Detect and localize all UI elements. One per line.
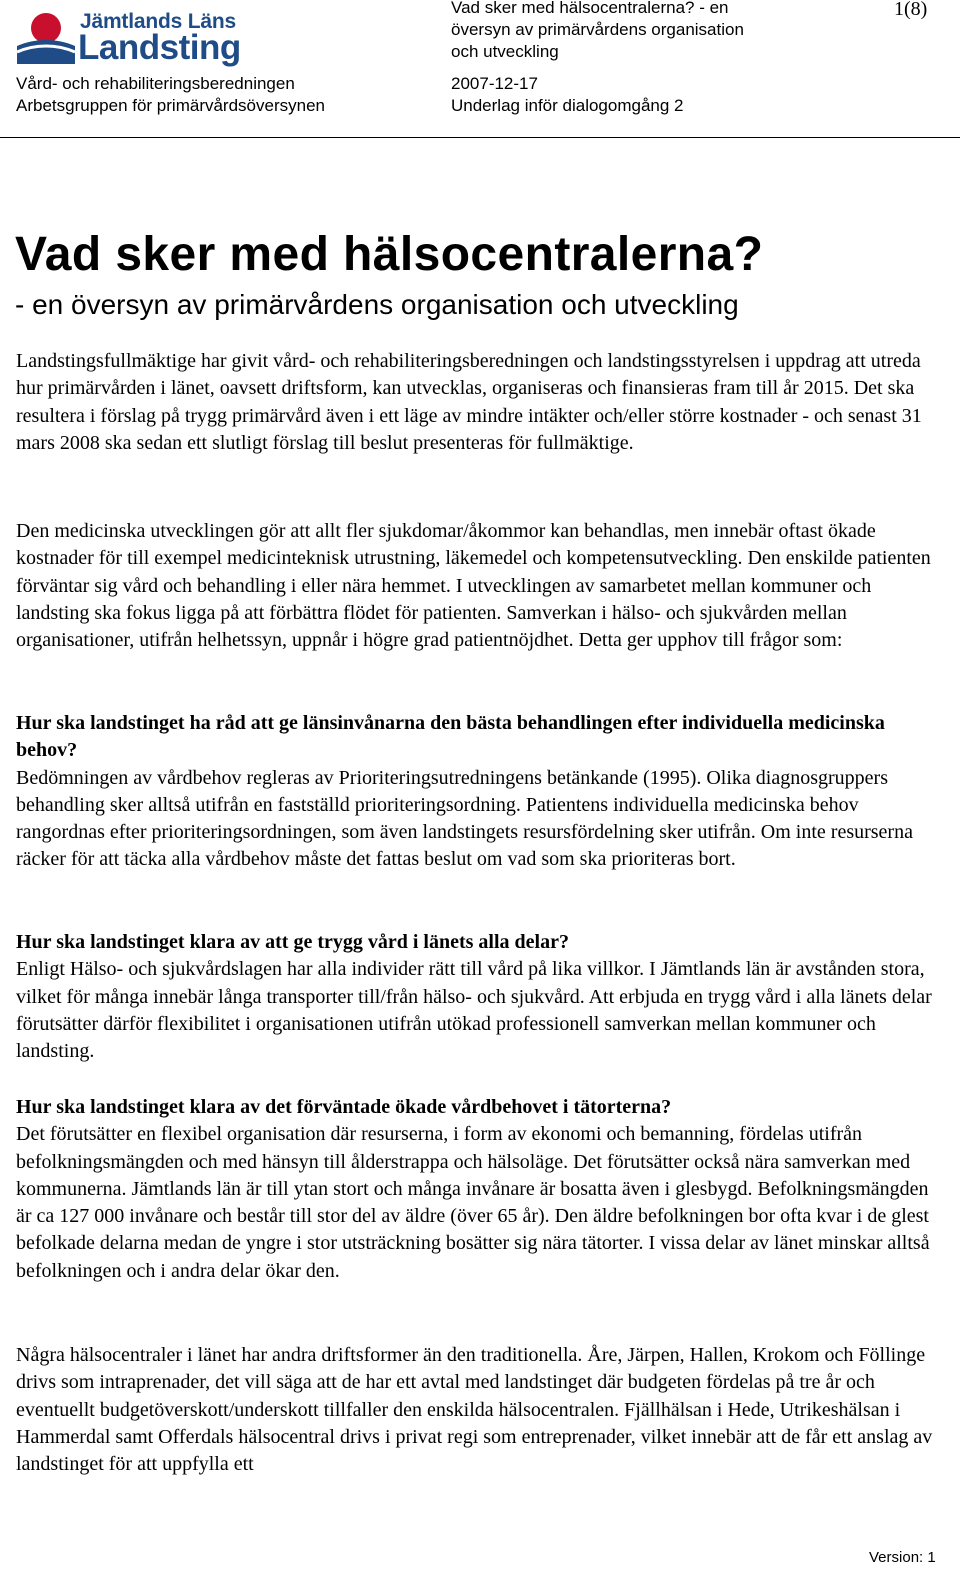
header-committee: Vård- och rehabiliteringsberedningen bbox=[16, 74, 295, 93]
header-document-title bbox=[451, 0, 781, 63]
question-heading: Hur ska landstinget klara av det förväntade ökade vårdbehovet i tätorterna? bbox=[16, 1096, 672, 1118]
document-version: Version: 1 bbox=[869, 1549, 936, 1566]
logo-red-circle bbox=[31, 13, 61, 43]
header-document-title-line: och utveckling bbox=[451, 42, 559, 61]
question-answer: Bedömningen av vårdbehov regleras av Prioriteringsutredningens betänkande (1995). Olika diagnosgruppers behandling sker alltså utifrån en fastställd prioriteringsordning. Patientens individuella medicinska behov rangordnas efter prioriteringsordningen, som även landstingets resursfördelning sker utifrån. Om inte resurserna räcker för att täcka alla vårdbehov måste det fattas beslut om vad som ska prioriteras bort. bbox=[16, 766, 913, 871]
question-block-1 bbox=[16, 710, 946, 874]
background-paragraph bbox=[16, 518, 946, 654]
page-subtitle: - en översyn av primärvårdens organisation och utveckling bbox=[15, 289, 739, 320]
logo-emblem-icon bbox=[15, 6, 77, 66]
page-number: 1(8) bbox=[894, 0, 928, 20]
paragraph-text: Den medicinska utvecklingen gör att allt fler sjukdomar/åkommor kan behandlas, men innebär oftast ökade kostnader för till exempel medicinteknisk utrustning, läkemedel och kompetensutveckling. Den enskilde patienten förväntar sig vård och behandling i eller nära hemmet. I utvecklingen av samarbetet mellan kommuner och landsting ska fokus ligga på att förbättra flödet för patienten. Samverkan i hälso- och sjukvården mellan organisationer, utifrån helhetssyn, uppnår i högre grad patientnöjdhet. Detta ger upphov till frågor som: bbox=[16, 520, 931, 652]
question-answer: Enligt Hälso- och sjukvårdslagen har alla individer rätt till vård på lika villkor. I Jämtlands län är avstånden stora, vilket för många innebär långa transporter till/från hälso- och sjukvård. Att erbjuda en trygg vård i alla länets delar förutsätter därför flexibilitet i organisationen utifrån utökad professionell samverkan mellan kommuner och landsting. bbox=[16, 958, 932, 1063]
question-block-3 bbox=[16, 1094, 946, 1285]
question-block-2 bbox=[16, 929, 946, 1065]
header-document-title-line: Vad sker med hälsocentralerna? - en bbox=[451, 0, 729, 17]
operations-paragraph bbox=[16, 1342, 946, 1478]
question-heading: Hur ska landstinget ha råd att ge länsinvånarna den bästa behandlingen efter individuella medicinska behov? bbox=[16, 712, 885, 762]
logo-text-line2: Landsting bbox=[78, 28, 241, 67]
question-answer: Det förutsätter en flexibel organisation där resurserna, i form av ekonomi och bemanning, fördelas utifrån befolkningsmängden och med hänsyn till ålderstrappa och hälsoläge. Det förutsätter också nära samverkan med kommunerna. Jämtlands län är till ytan stort och många invånare är bosatta även i glesbygd. Befolkningsmängden är ca 127 000 invånare och består till stor del av äldre (över 65 år). Den äldre befolkningen bor ofta kvar i de glest befolkade delarna medan de yngre i stor utsträckning bosätter sig nära tätorter. I vissa delar av länet minskar alltså befolkningen och i andra delar ökar den. bbox=[16, 1123, 930, 1282]
header-date: 2007-12-17 bbox=[451, 74, 538, 93]
header-workgroup: Arbetsgruppen för primärvårdsöversynen bbox=[16, 96, 325, 115]
landsting-logo bbox=[15, 6, 241, 68]
intro-paragraph bbox=[16, 348, 946, 457]
page-title: Vad sker med hälsocentralerna? bbox=[15, 228, 764, 281]
header-document-title-line: översyn av primärvårdens organisation bbox=[451, 20, 744, 39]
paragraph-text: Landstingsfullmäktige har givit vård- och rehabiliteringsberedningen och landstingsstyrelsen i uppdrag att utreda hur primärvården i länet, oavsett driftsform, kan utvecklas, organiseras och finansieras fram till år 2015. Det ska resultera i förslag på trygg primärvård även i ett läge av mindre intäkter och/eller större kostnader - och senast 31 mars 2008 ska sedan ett slutligt förslag till beslut presenteras för fullmäktige. bbox=[16, 350, 922, 454]
logo-text-line1: Jämtlands Läns bbox=[80, 10, 236, 33]
paragraph-text: Några hälsocentraler i länet har andra driftsformer än den traditionella. Åre, Järpen, Hallen, Krokom och Föllinge drivs som intraprenader, det vill säga att de har ett avtal med landstinget där budgeten fördelas på tre år och eventuellt budgetöverskott/underskott tillfaller den enskilda hälsocentralen. Fjällhälsan i Hede, Utrikeshälsan i Hammerdal samt Offerdals hälsocentral drivs i privat regi som entreprenader, vilket innebär att de får ett anslag av landstinget för att uppfylla ett bbox=[16, 1344, 933, 1476]
header-divider bbox=[0, 137, 960, 138]
logo-blue-base bbox=[17, 40, 75, 64]
question-heading: Hur ska landstinget klara av att ge trygg vård i länets alla delar? bbox=[16, 931, 569, 953]
header-document-type: Underlag inför dialogomgång 2 bbox=[451, 96, 684, 115]
